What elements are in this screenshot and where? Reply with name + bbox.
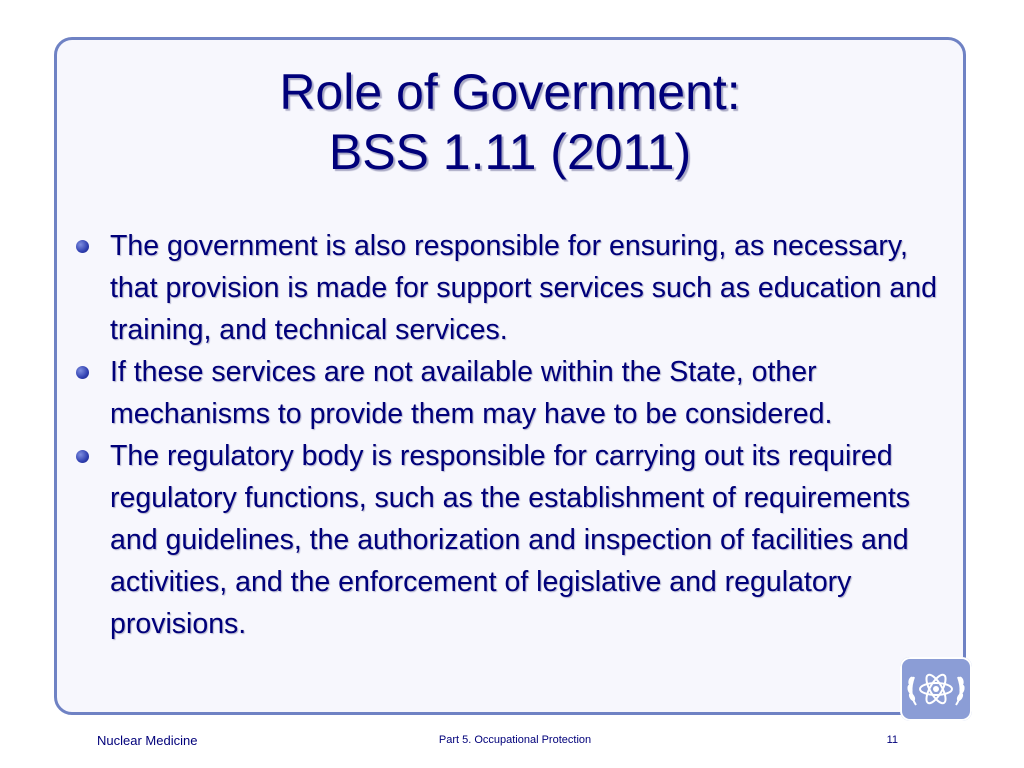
bullet-text: The government is also responsible for ensuring, as necessary, that provision is made for support services such as education and training, and technical services. (110, 230, 937, 346)
bullet-dot-icon (76, 240, 89, 253)
iaea-logo-icon (900, 657, 972, 721)
bullet-dot-icon (76, 366, 89, 379)
footer-course-name: Nuclear Medicine (97, 733, 198, 748)
footer-page-number: 11 (886, 734, 898, 746)
bullet-text: If these services are not available within the State, other mechanisms to provide them may have to be considered. (110, 356, 833, 430)
bullet-text: The regulatory body is responsible for carrying out its required regulatory functions, such as the establishment of requirements and guidelines, the authorization and inspection of facilities and activities, and the enforcement of legislative and regulatory provisions. (110, 440, 911, 640)
slide-title (54, 62, 966, 182)
bullet-dot-icon (76, 450, 89, 463)
footer-part-title: Part 5. Occupational Protection (438, 734, 592, 746)
title-line-1: Role of Government: (279, 64, 741, 120)
bullet-item (72, 225, 960, 351)
title-line-2: BSS 1.11 (2011) (328, 124, 692, 180)
bullet-item (72, 435, 960, 645)
bullet-list (72, 225, 960, 645)
bullet-item (72, 351, 960, 435)
